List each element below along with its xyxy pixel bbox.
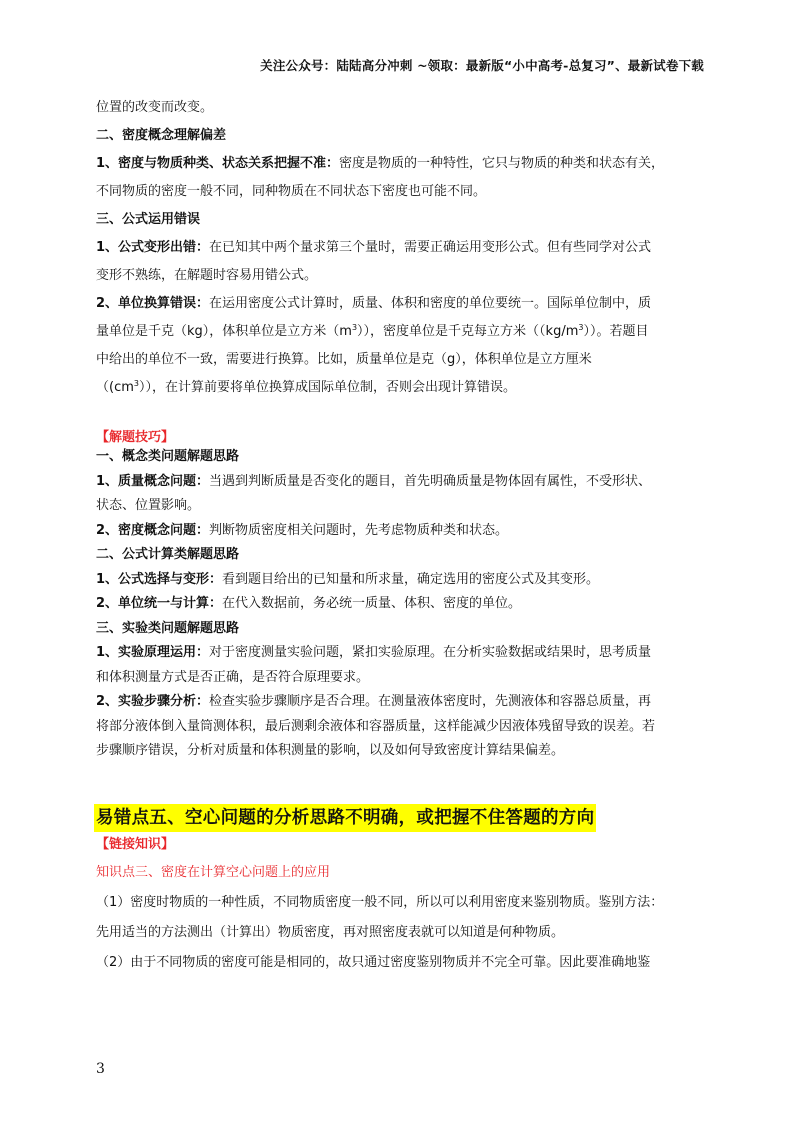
paragraph-lead: 1、密度与物质种类、状态关系把握不准：: [96, 156, 340, 171]
paragraph-lead: 2、单位换算错误：: [96, 296, 210, 311]
section-five-title: 易错点五、空心问题的分析思路不明确，或把握不住答题的方向: [94, 804, 596, 832]
tip-text: 在代入数据前，务必统一质量、体积、密度的单位。: [222, 596, 522, 611]
knowledge-item-1: [96, 888, 708, 948]
tip-text: 将部分液体倒入量筒测体积，最后测剩余液体和容器质量，这样能减少因液体残留导致的误差。若: [96, 718, 656, 734]
tip-lead: 2、实验步骤分析：: [96, 694, 210, 709]
header-note: 关注公众号：陆陆高分冲刺 ~领取：最新版“小中高考-总复习”、最新试卷下载: [260, 58, 704, 73]
paragraph-text: ）），密度单位是千克每立方米（（kg/m: [357, 324, 579, 339]
paragraph-text: ））。若题目: [583, 324, 649, 339]
tip-lead: 1、质量概念问题：: [96, 473, 210, 489]
tip-text: 判断物质密度相关问题时，先考虑物质种类和状态。: [209, 522, 509, 538]
page-content: [96, 94, 708, 978]
tip-formula-choice: [96, 568, 708, 593]
paragraph-text: 变形不熟练，在解题时容易用错公式。: [96, 268, 318, 283]
paragraph-text: 在已知其中两个量求第三个量时，需要正确运用变形公式。但有些同学对公式: [209, 240, 652, 255]
superscript: 3: [351, 323, 358, 332]
tips-tag: 【解题技巧】: [96, 430, 175, 445]
tips-heading-experiment: 三、实验类问题解题思路: [96, 620, 240, 636]
tip-text: 步骤顺序错误，分析对质量和体积测量的影响，以及如何导致密度计算结果偏差。: [96, 743, 565, 758]
tip-lead: 2、密度概念问题：: [96, 522, 210, 538]
knowledge-point-subtitle: 知识点三、密度在计算空心问题上的应用: [96, 864, 331, 880]
paragraph-lead: 1、公式变形出错：: [96, 240, 210, 255]
paragraph-text: 不同物质的密度一般不同，同种物质在不同状态下密度也可能不同。: [96, 184, 487, 199]
tip-lead: 1、实验原理运用：: [96, 645, 210, 660]
knowledge-text: （1）密度时物质的一种性质，不同物质密度一般不同，所以可以利用密度来鉴别物质。鉴别方法：: [96, 894, 664, 910]
paragraph-formula-transform: [96, 234, 708, 290]
paragraph-text: 中给出的单位不一致，需要进行换算。比如，质量单位是克（g），体积单位是立方厘米: [96, 352, 592, 367]
superscript: 3: [133, 379, 139, 388]
knowledge-text: 先用适当的方法测出（计算出）物质密度，再对照密度表就可以知道是何种物质。: [96, 924, 565, 940]
paragraph-text: 量单位是千克（kg），体积单位是立方米（m: [96, 324, 352, 339]
tip-experiment-steps: [96, 690, 708, 764]
knowledge-item-2: （2）由于不同物质的密度可能是相同的，故只通过密度鉴别物质并不完全可靠。因此要准确地鉴: [96, 954, 651, 970]
section-heading-density-concept: 二、密度概念理解偏差: [96, 128, 227, 143]
tips-section: [96, 426, 708, 764]
paragraph-text: 在运用密度公式计算时，质量、体积和密度的单位要统一。国际单位制中，质: [209, 296, 652, 311]
link-knowledge-tag: 【链接知识】: [96, 836, 175, 852]
tip-lead: 1、公式选择与变形：: [96, 571, 223, 587]
paragraph-text: （(cm: [96, 380, 134, 395]
tip-experiment-principle: [96, 641, 708, 690]
paragraph-unit-conversion: [96, 290, 708, 402]
tip-text: 和体积测量方式是否正确，是否符合原理要求。: [96, 669, 370, 685]
paragraph-text: ）），在计算前要将单位换算成国际单位制，否则会出现计算错误。: [138, 380, 516, 395]
superscript: 3: [578, 323, 584, 332]
section-five: [96, 804, 708, 978]
tip-mass-concept: [96, 470, 708, 519]
tip-text: 检查实验步骤顺序是否合理。在测量液体密度时，先测液体和容器总质量，再: [209, 694, 652, 709]
tip-text: 当遇到判断质量是否变化的题目，首先明确质量是物体固有属性，不受形状、: [209, 473, 652, 489]
tips-heading-concept: 一、概念类问题解题思路: [96, 449, 240, 464]
section-heading-formula-errors: 三、公式运用错误: [96, 212, 201, 227]
page-number: 3: [96, 1061, 105, 1077]
tip-density-concept: [96, 519, 708, 544]
paragraph-text: 密度是物质的一种特性，它只与物质的种类和状态有关，: [339, 156, 665, 171]
tip-text: 看到题目给出的已知量和所求量，确定选用的密度公式及其变形。: [222, 571, 600, 587]
tip-lead: 2、单位统一与计算：: [96, 596, 223, 611]
tip-unit-unify: [96, 592, 708, 617]
continuation-text: 位置的改变而改变。: [96, 100, 214, 115]
paragraph-density-type-state: [96, 150, 708, 206]
tip-text: 状态、位置影响。: [96, 498, 201, 513]
tips-heading-formula: 二、公式计算类解题思路: [96, 547, 240, 562]
tip-text: 对于密度测量实验问题，紧扣实验原理。在分析实验数据或结果时，思考质量: [209, 645, 652, 660]
